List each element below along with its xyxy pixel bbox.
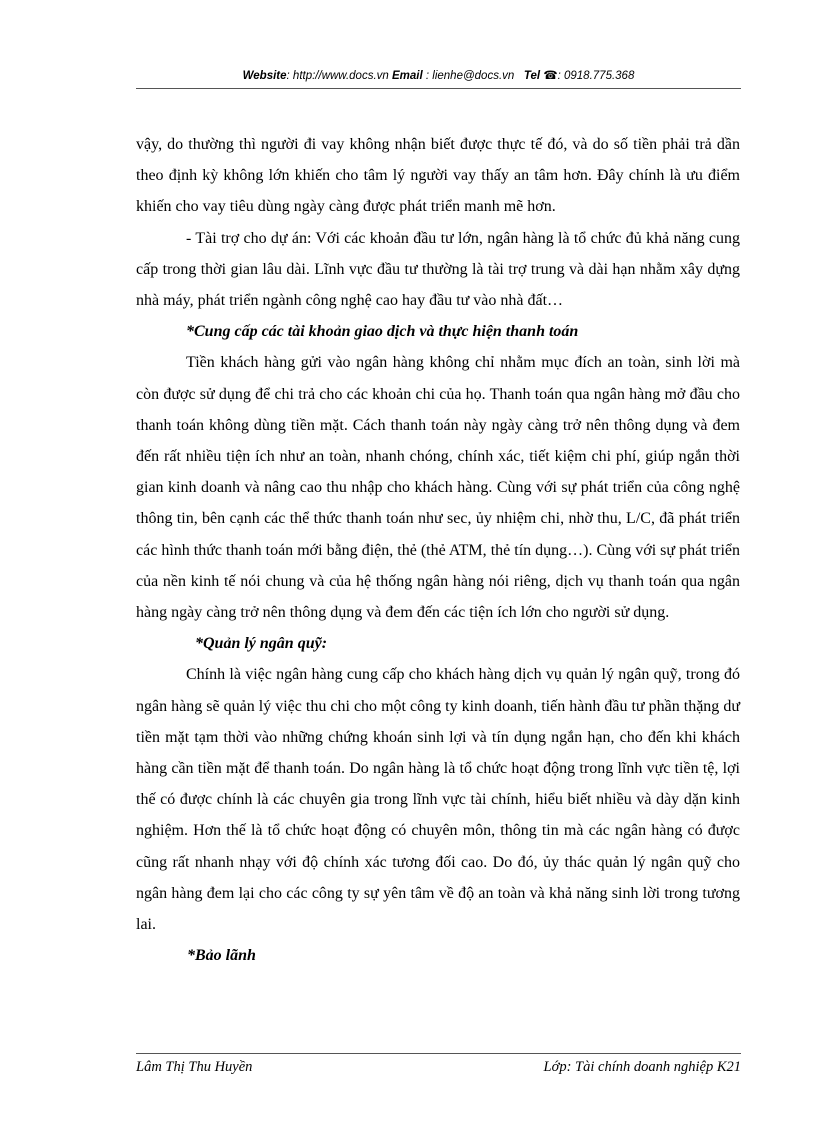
website-separator: :: [286, 70, 293, 82]
website-label: Website: [242, 70, 287, 82]
footer-class: Lớp: Tài chính doanh nghiệp K21: [543, 1059, 741, 1075]
section-heading-payment: *Cung cấp các tài khoản giao dịch và thực hiện thanh toán: [186, 323, 579, 341]
section-heading-cash-management: *Quản lý ngân quỹ:: [195, 635, 328, 653]
paragraph-payment: Tiền khách hàng gửi vào ngân hàng không chỉ nhằm mục đích an toàn, sinh lời mà còn được sử dụng để chi trả cho các khoản chi của họ. Thanh toán qua ngân hàng mở đầu cho thanh toán không dùng tiền mặt. Cách thanh toán này ngày càng trở nên thông dụng và đem đến rất nhiều tiện ích như an toàn, nhanh chóng, chính xác, tiết kiệm chi phí, giúp ngắn thời gian kinh doanh và nâng cao thu nhập cho khách hàng. Cùng với sự phát triển của công nghệ thông tin, bên cạnh các thể thức thanh toán như sec, ủy nhiệm chi, nhờ thu, L/C, đã phát triển các hình thức thanh toán mới bằng điện, thẻ (thẻ ATM, thẻ tín dụng…). Cùng với sự phát triển của nền kinh tế nói chung và của hệ thống ngân hàng nói riêng, dịch vụ thanh toán qua ngân hàng ngày càng trở nên thông dụng và đem đến các tiện ích lớn cho người sử dụng.: [136, 354, 740, 622]
header-divider: [136, 88, 741, 89]
footer-divider: [136, 1053, 741, 1054]
tel-label: Tel: [523, 70, 541, 82]
email-address[interactable]: lienhe@docs.vn: [432, 70, 515, 82]
section-heading-guarantee: *Bảo lãnh: [187, 947, 256, 965]
phone-number: : 0918.775.368: [557, 70, 635, 82]
phone-icon: ☎: [543, 70, 558, 82]
paragraph-cash-management: Chính là việc ngân hàng cung cấp cho khách hàng dịch vụ quản lý ngân quỹ, trong đó ngân hàng sẽ quản lý việc thu chi cho một công ty kinh doanh, tiến hành đầu tư phần thặng dư tiền mặt tạm thời vào những chứng khoán sinh lợi và tín dụng ngắn hạn, cho đến khi khách hàng cần tiền mặt để thanh toán. Do ngân hàng là tổ chức hoạt động trong lĩnh vực tiền tệ, lợi thế có được chính là các chuyên gia trong lĩnh vực tài chính, hiểu biết nhiều và dày dặn kinh nghiệm. Hơn thế là tổ chức hoạt động có chuyên môn, thông tin mà các ngân hàng có được cũng rất nhanh nhạy với độ chính xác tương đối cao. Do đó, ủy thác quản lý ngân quỹ cho ngân hàng đem lại cho các công ty sự yên tâm về độ an toàn và khả năng sinh lời trong tương lai.: [136, 666, 740, 934]
email-label: Email: [392, 70, 423, 82]
document-body: [136, 129, 740, 971]
paragraph-project-funding: - Tài trợ cho dự án: Với các khoản đầu tư lớn, ngân hàng là tổ chức đủ khả năng cung cấp trong thời gian lâu dài. Lĩnh vực đầu tư thường là tài trợ trung và dài hạn nhằm xây dựng nhà máy, phát triển ngành công nghệ cao hay đầu tư vào nhà đất…: [136, 229, 740, 310]
email-separator: :: [422, 70, 433, 82]
website-url[interactable]: http://www.docs.vn: [292, 70, 389, 82]
footer-author: Lâm Thị Thu Huyền: [136, 1059, 253, 1075]
paragraph-continuation: vậy, do thường thì người đi vay không nhận biết được thực tế đó, và do số tiền phải trả dần theo định kỳ không lớn khiến cho tâm lý người vay thấy an tâm hơn. Đây chính là ưu điểm khiến cho vay tiêu dùng ngày càng được phát triển manh mẽ hơn.: [136, 136, 740, 216]
page-header: [136, 68, 741, 84]
